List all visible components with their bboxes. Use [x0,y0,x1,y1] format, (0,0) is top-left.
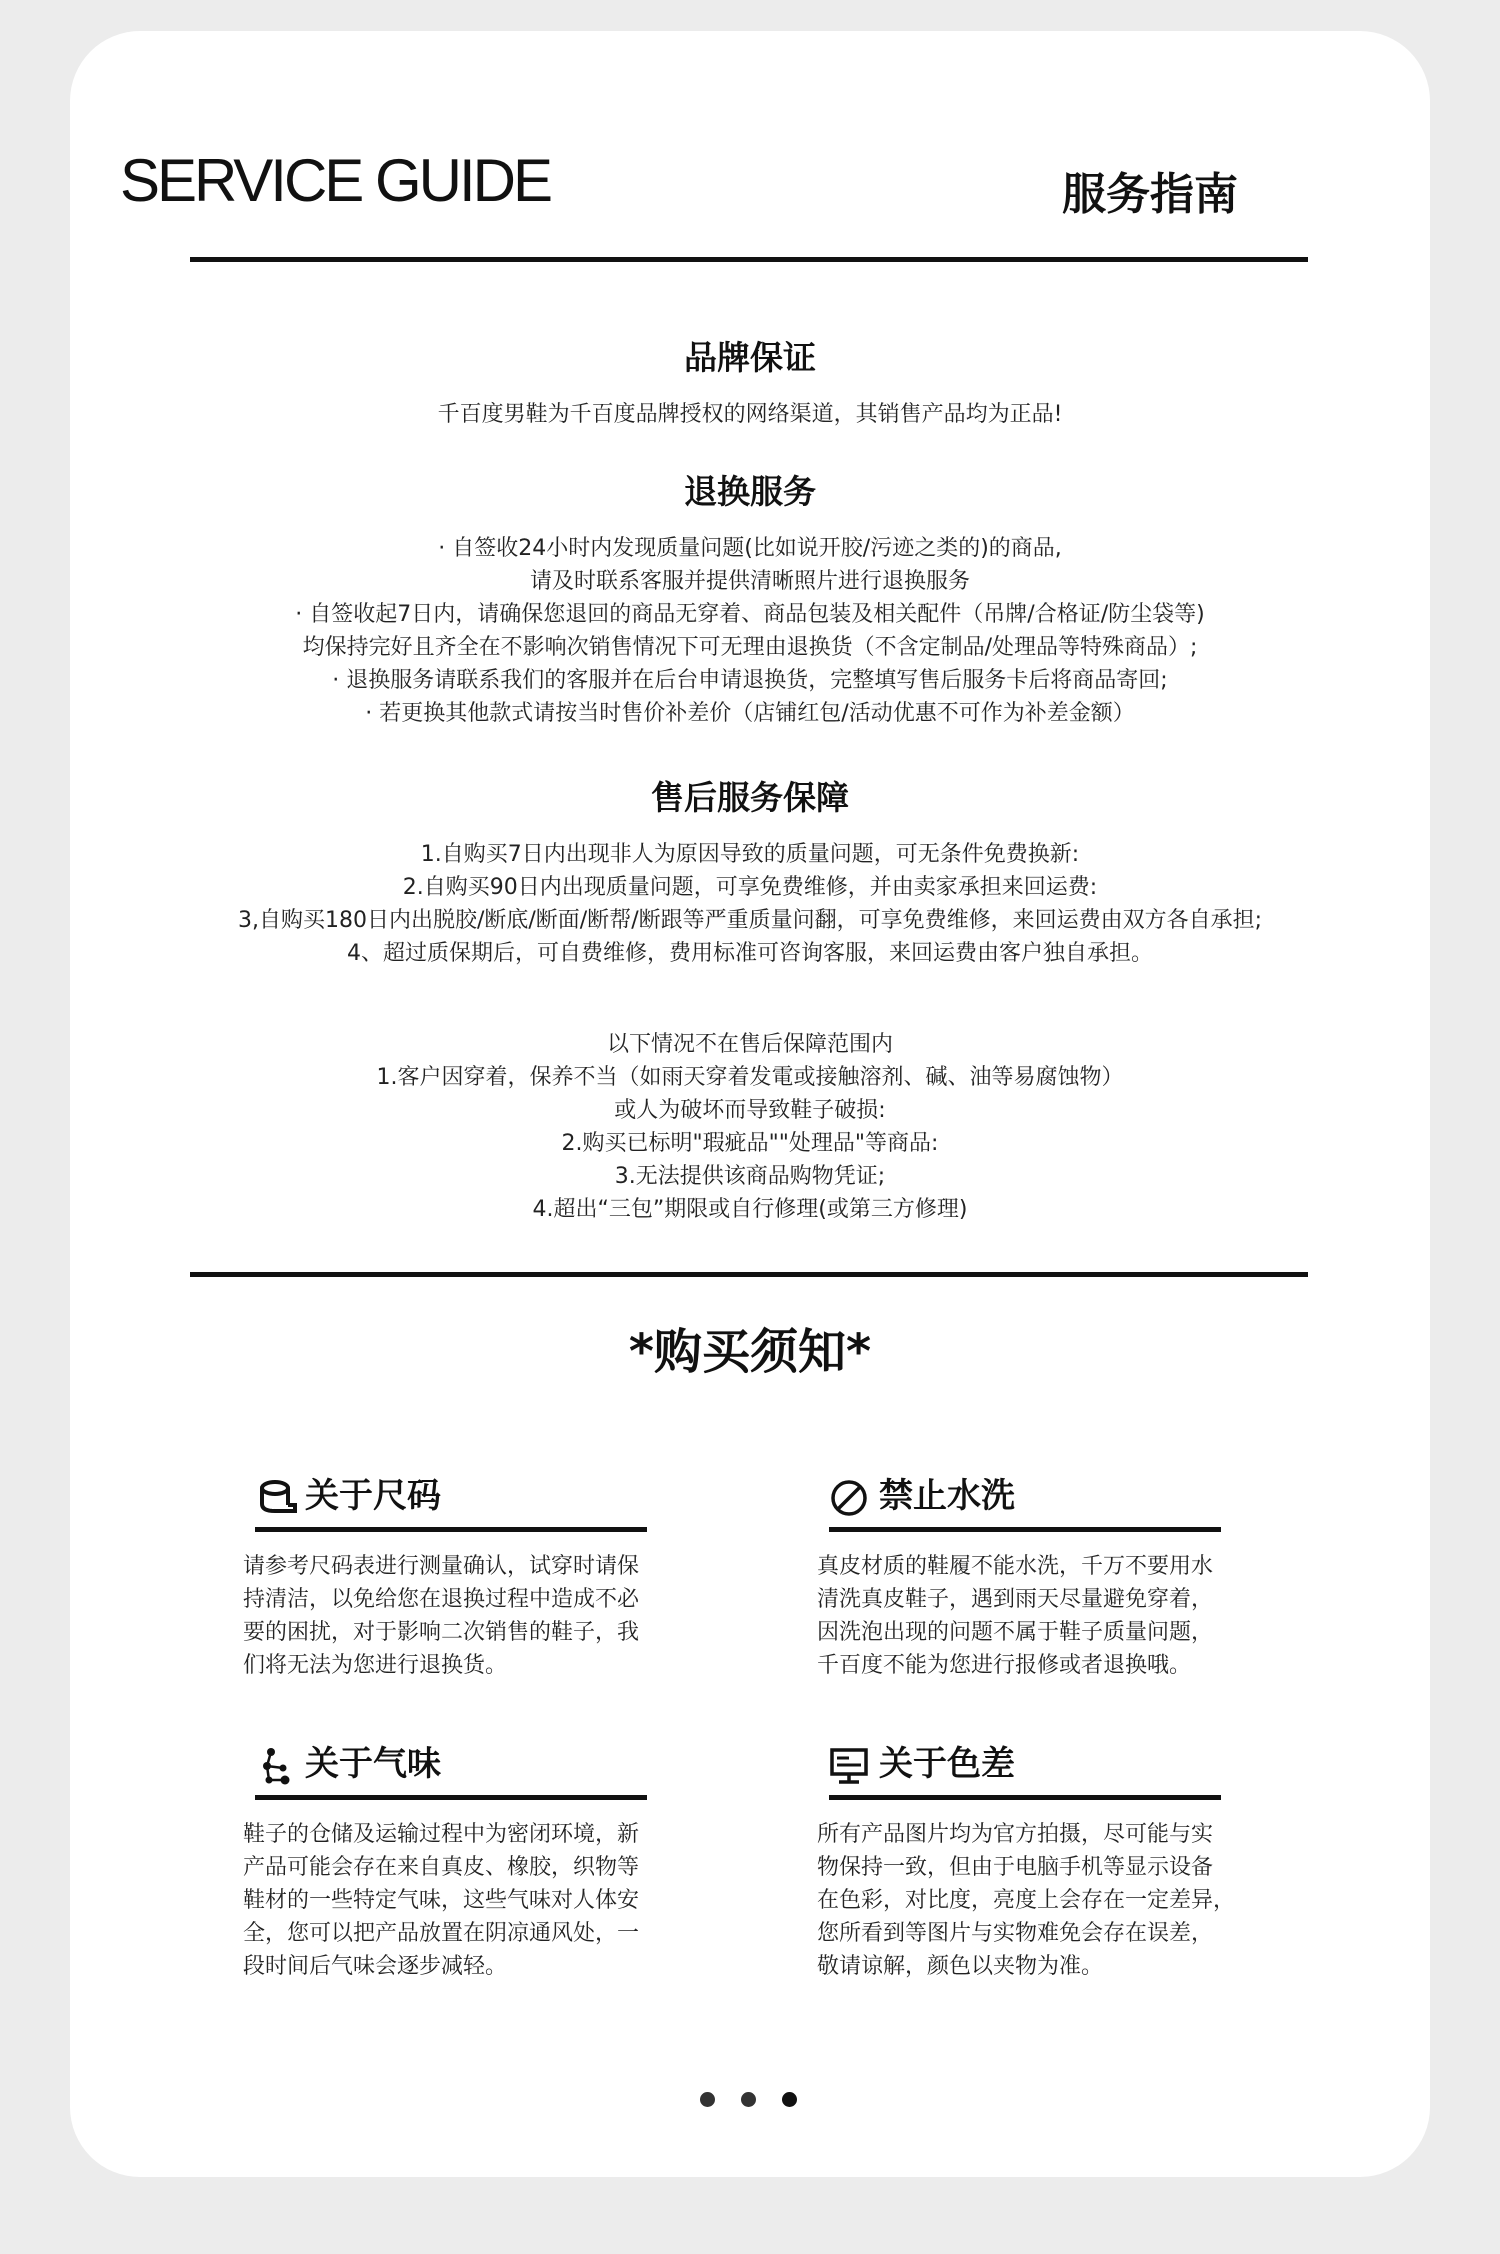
tip-title: 关于色差 [879,1744,1015,1784]
text-line: · 自签收24小时内发现质量问题(比如说开胶/污迹之类的)的商品, [438,536,1062,561]
text-line: 或人为破坏而导致鞋子破损: [614,1098,886,1123]
text-line: 千百度男鞋为千百度品牌授权的网络渠道，其销售产品均为正品! [437,402,1063,427]
odor-icon [255,1746,299,1786]
tip-underline [829,1795,1221,1800]
tip-underline [829,1527,1221,1532]
text-line: 您所看到等图片与实物难免会存在误差， [817,1921,1214,1946]
tip-text [817,1818,1257,1983]
section-text [70,532,1430,730]
tip-odor [243,1740,683,1979]
tip-header [243,1472,683,1522]
text-line: · 自签收起7日内，请确保您退回的商品无穿着、商品包装及相关配件（吊牌/合格证/防尘袋等) [295,602,1205,627]
section-title: 品牌保证 [684,338,816,377]
text-line: 清洗真皮鞋子，遇到雨天尽量避免穿着， [817,1587,1214,1612]
text-line: 因洗泡出现的问题不属于鞋子质量问题， [817,1620,1214,1645]
text-line: 全，您可以把产品放置在阴凉通风处，一 [243,1921,640,1946]
text-line: 请参考尺码表进行测量确认，试穿时请保 [243,1554,640,1579]
exclusions-section [70,1028,1430,1226]
aftersale-section [70,778,1430,970]
text-line: 请及时联系客服并提供清晰照片进行退换服务 [529,569,970,594]
section-title: 售后服务保障 [651,778,849,817]
page-dot[interactable] [700,2092,715,2107]
text-line: · 退换服务请联系我们的客服并在后台申请退换货，完整填写售后服务卡后将商品寄回; [332,668,1168,693]
text-line: 2.自购买90日内出现质量问题，可享免费维修，并由卖家承担来回运费: [402,875,1098,900]
monitor-icon [829,1746,873,1786]
tape-measure-icon [255,1478,299,1518]
text-line: 持清洁，以免给您在退换过程中造成不必 [243,1587,640,1612]
section-text [70,838,1430,970]
tip-text [817,1550,1257,1682]
tip-header [817,1472,1257,1522]
text-line: 所有产品图片均为官方拍摄，尽可能与实 [817,1822,1214,1847]
text-line: 4、超过质保期后，可自费维修，费用标准可咨询客服，来回运费由客户独自承担。 [347,941,1153,966]
header-divider [190,257,1308,262]
text-line: 段时间后气味会逐步减轻。 [243,1954,508,1979]
tip-header [243,1740,683,1790]
tip-size [243,1472,683,1678]
text-line: 均保持完好且齐全在不影响次销售情况下可无理由退换货（不含定制品/处理品等特殊商品）; [302,635,1198,660]
text-line: 鞋材的一些特定气味，这些气味对人体安 [243,1888,640,1913]
text-line: 要的困扰，对于影响二次销售的鞋子，我 [243,1620,640,1645]
text-line: 3,自购买180日内出脱胶/断底/断面/断帮/断跟等严重质量问翻，可享免费维修，来回运费由双方各自承担; [237,908,1263,933]
page-dot-active[interactable] [782,2092,797,2107]
tip-title: 禁止水洗 [879,1476,1015,1516]
tip-title: 关于气味 [305,1744,441,1784]
text-line: 2.购买已标明"瑕疵品""处理品"等商品: [561,1131,939,1156]
text-line: 4.超出“三包”期限或自行修理(或第三方修理) [532,1197,968,1222]
tip-no-wash [817,1472,1257,1678]
tip-title: 关于尺码 [305,1476,441,1516]
tip-underline [255,1795,647,1800]
page-header [120,118,1238,220]
tip-header [817,1740,1257,1790]
section-divider [190,1272,1308,1277]
tip-text [243,1818,683,1983]
text-line: 产品可能会存在来自真皮、橡胶，织物等 [243,1855,640,1880]
page-title-cn: 服务指南 [1062,169,1238,220]
no-wash-icon [829,1478,873,1518]
text-line: 物保持一致，但由于电脑手机等显示设备 [817,1855,1214,1880]
text-line: 1.客户因穿着，保养不当（如雨天穿着发電或接触溶剂、碱、油等易腐蚀物） [376,1065,1124,1090]
page-title-en: SERVICE GUIDE [120,147,551,214]
text-line: 鞋子的仓储及运输过程中为密闭环境，新 [243,1822,640,1847]
section-title: 退换服务 [684,472,816,511]
text-line: 真皮材质的鞋履不能水洗，千万不要用水 [817,1554,1214,1579]
text-line: 们将无法为您进行退换货。 [243,1653,508,1678]
text-line: · 若更换其他款式请按当时售价补差价（店铺红包/活动优惠不可作为补差金额） [365,701,1135,726]
page-indicator [700,2092,800,2112]
tip-underline [255,1527,647,1532]
exchange-service-section [70,472,1430,730]
tip-color-difference [817,1740,1257,1979]
text-line: 1.自购买7日内出现非人为原因导致的质量问题，可无条件免费换新: [420,842,1080,867]
brand-guarantee-section [70,338,1430,431]
section-text [70,1028,1430,1226]
text-line: 以下情况不在售后保障范围内 [606,1032,893,1057]
purchase-notice-title: *购买须知* [628,1324,872,1380]
text-line: 在色彩，对比度，亮度上会存在一定差异， [817,1888,1236,1913]
text-line: 千百度不能为您进行报修或者退换哦。 [817,1653,1192,1678]
text-line: 敬请谅解，颜色以夹物为准。 [817,1954,1104,1979]
page-dot[interactable] [741,2092,756,2107]
text-line: 3.无法提供该商品购物凭证; [614,1164,886,1189]
tip-text [243,1550,683,1682]
section-text [70,398,1430,431]
